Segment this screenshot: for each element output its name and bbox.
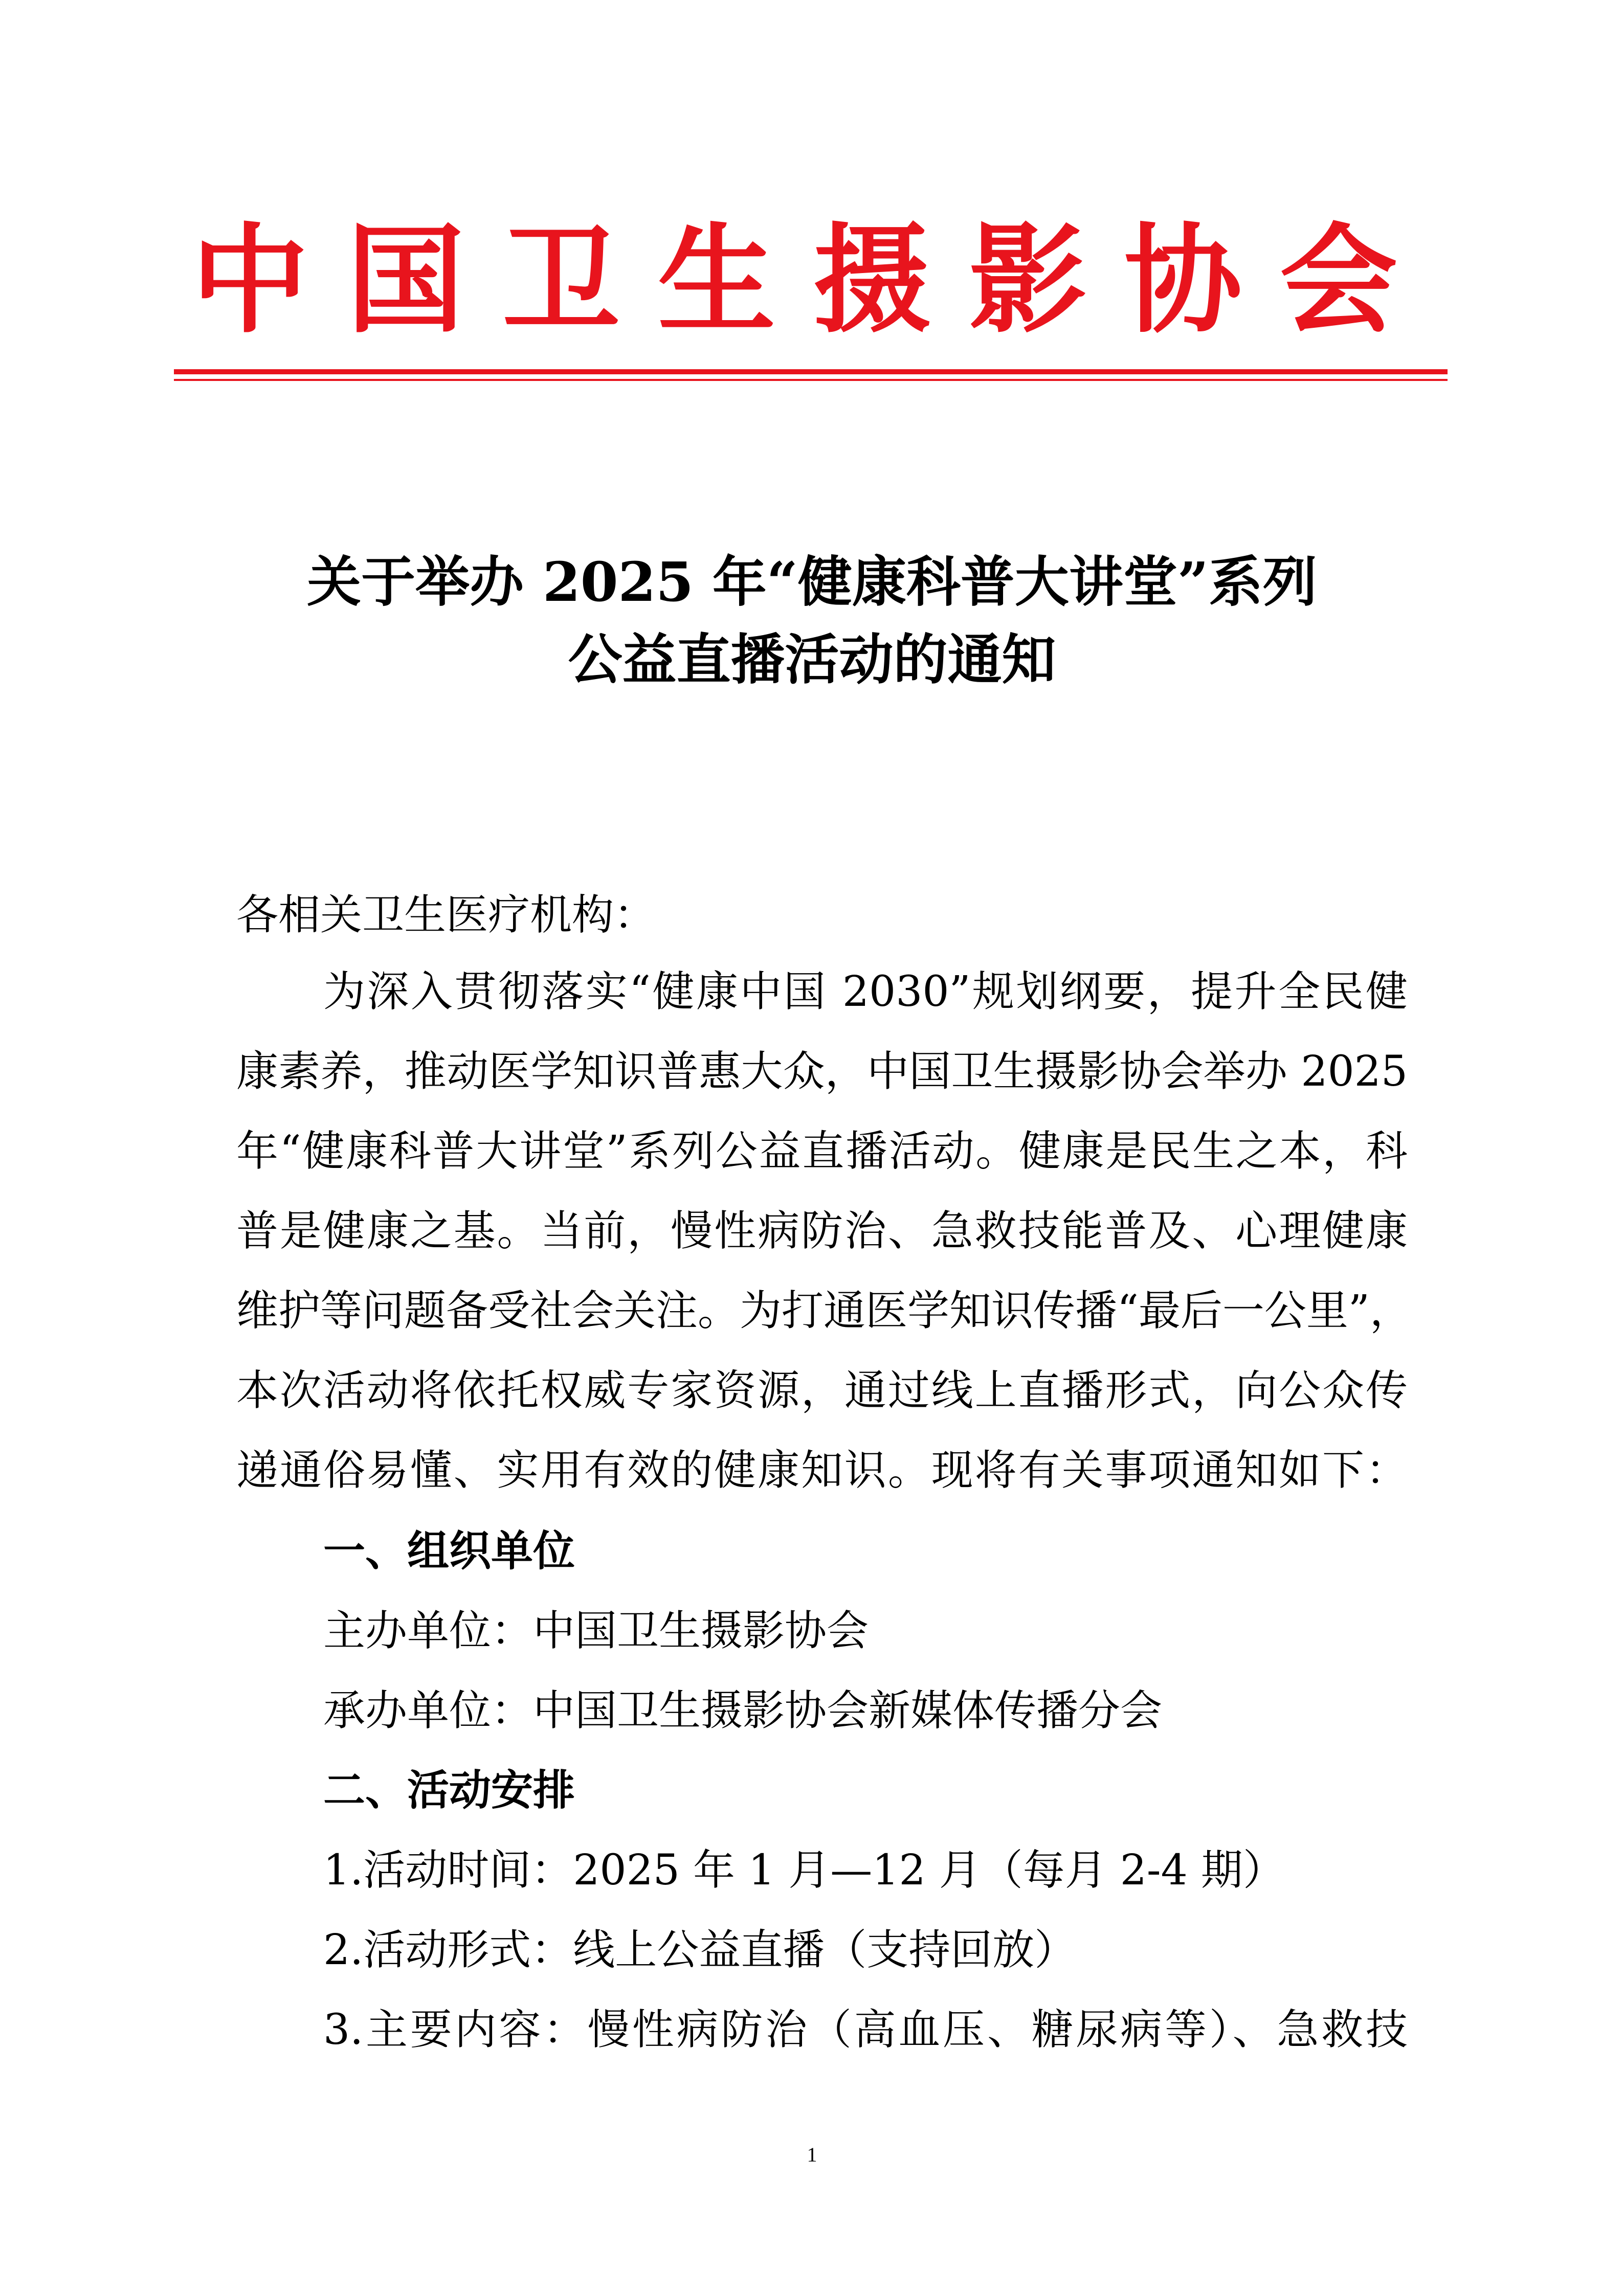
organizer-unit: 承办单位：中国卫生摄影协会新媒体传播分会 [323, 1686, 1163, 1735]
document-title-line-2: 公益直播活动的通知 [568, 627, 1056, 691]
intro-line: 普是健康之基。当前，慢性病防治、急救技能普及、心理健康 [236, 1207, 1408, 1255]
section-heading-arrangements: 二、活动安排 [323, 1766, 575, 1815]
header-divider-thick [174, 369, 1448, 374]
intro-line: 年“健康科普大讲堂”系列公益直播活动。健康是民生之本，科 [236, 1127, 1408, 1176]
section-heading-organizers: 一、组织单位 [323, 1527, 575, 1575]
header-divider-thin [174, 379, 1448, 381]
arrangement-item-format: 2.活动形式：线上公益直播（支持回放） [323, 1926, 1077, 1974]
page-number: 1 [807, 2143, 817, 2166]
intro-line: 维护等问题备受社会关注。为打通医学知识传播“最后一公里”， [236, 1287, 1412, 1335]
intro-line: 递通俗易懂、实用有效的健康知识。现将有关事项通知如下： [236, 1446, 1408, 1495]
document-title-line-1: 关于举办 2025 年“健康科普大讲堂”系列 [307, 550, 1317, 614]
arrangement-item-time: 1.活动时间：2025 年 1 月—12 月（每月 2-4 期） [323, 1846, 1285, 1895]
intro-line: 本次活动将依托权威专家资源，通过线上直播形式，向公众传 [236, 1366, 1408, 1415]
intro-line: 康素养，推动医学知识普惠大众，中国卫生摄影协会举办 2025 [236, 1047, 1408, 1096]
intro-line: 为深入贯彻落实“健康中国 2030”规划纲要，提升全民健 [323, 967, 1408, 1016]
organization-header: 中国卫生摄影协会 [191, 213, 1435, 349]
host-unit: 主办单位：中国卫生摄影协会 [323, 1607, 869, 1655]
salutation: 各相关卫生医疗机构： [236, 891, 656, 939]
arrangement-item-content: 3.主要内容：慢性病防治（高血压、糖尿病等）、急救技 [323, 2006, 1408, 2054]
